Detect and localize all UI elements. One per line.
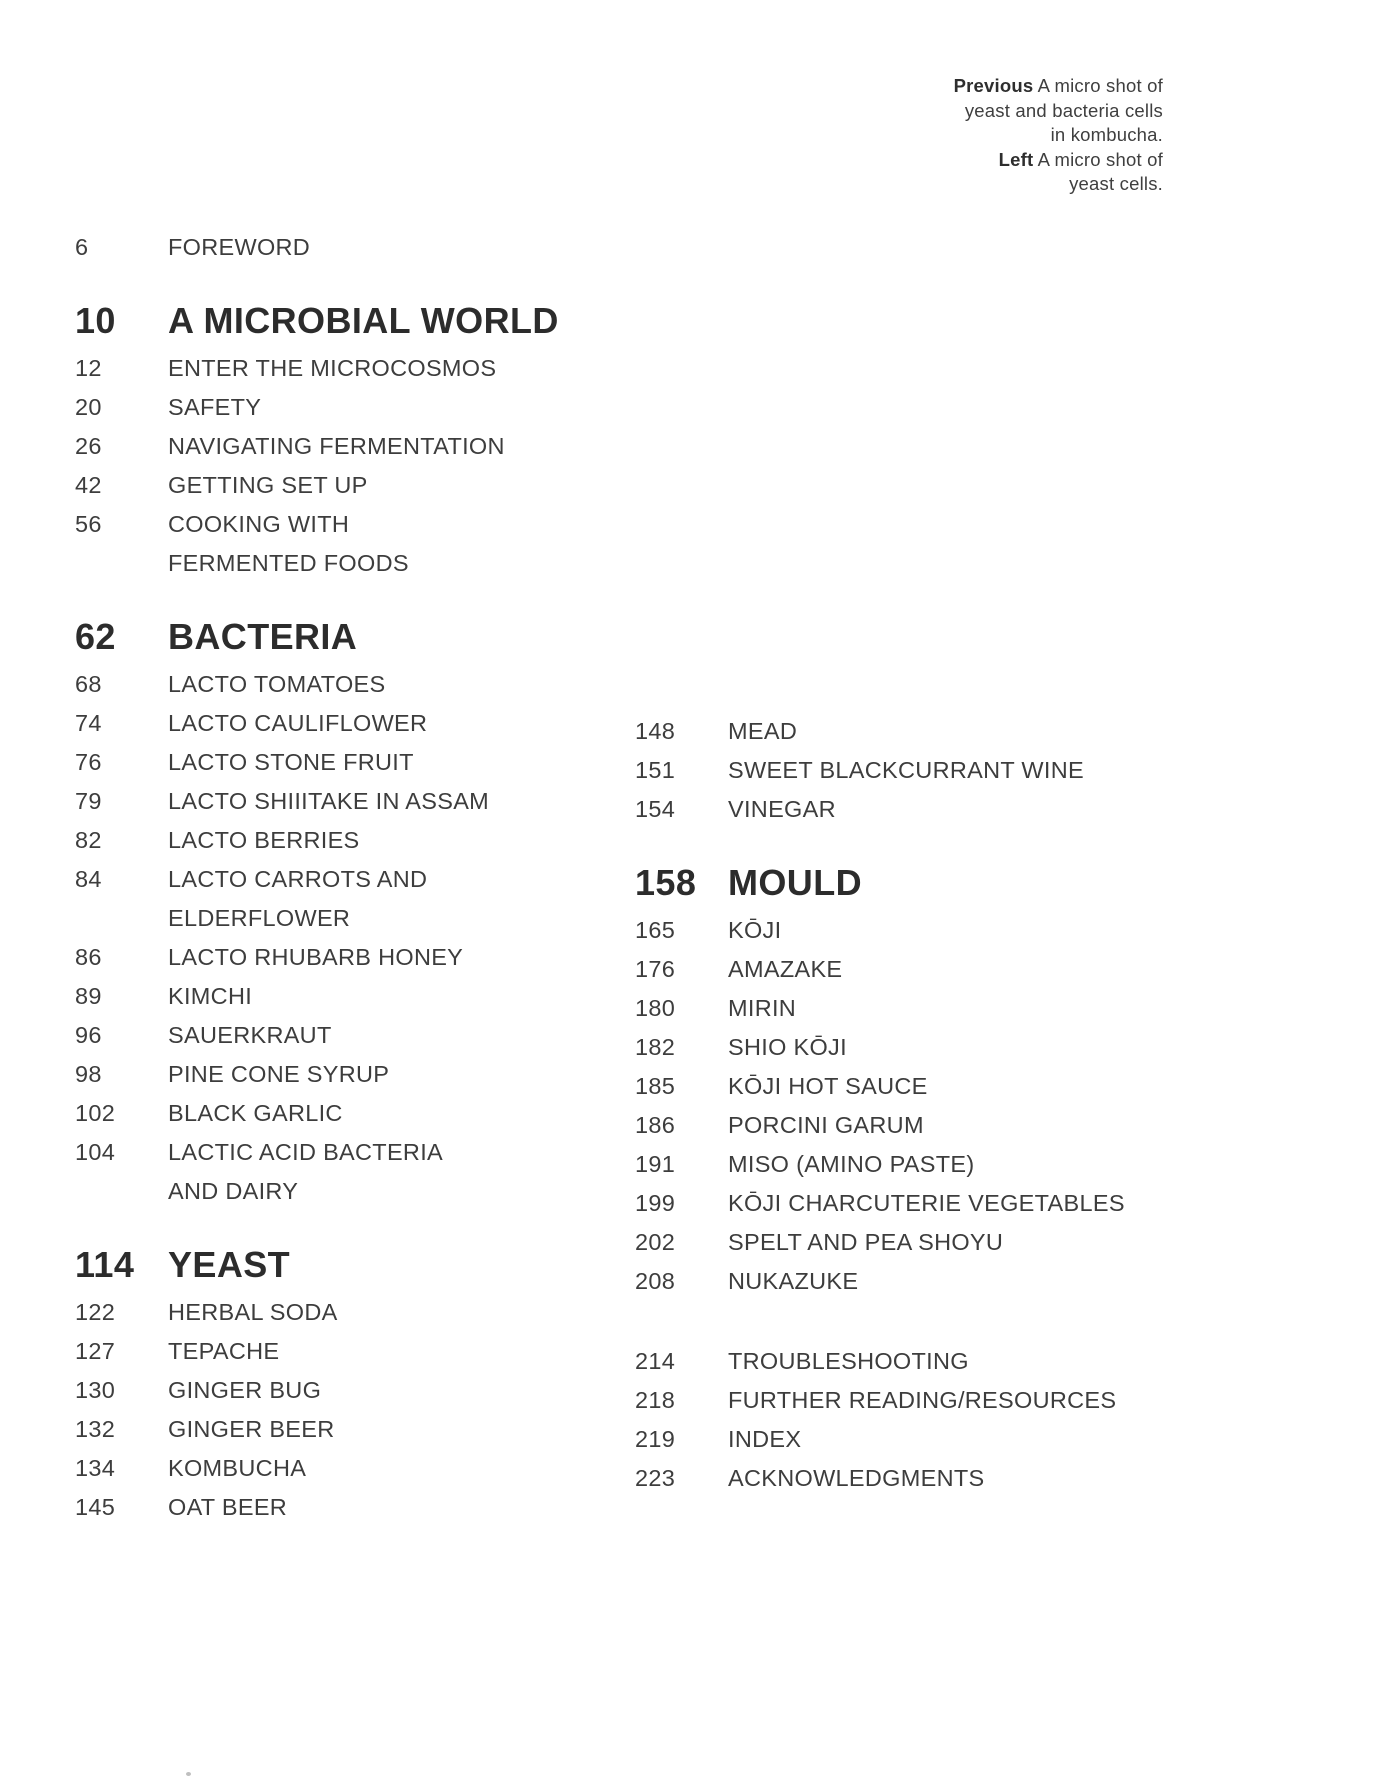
toc-title-line: MISO (AMINO PASTE) xyxy=(728,1151,975,1177)
toc-entry xyxy=(75,228,605,267)
toc-entry-title xyxy=(168,349,605,388)
toc-entry-title xyxy=(728,790,1235,829)
toc-page-number: 214 xyxy=(635,1348,676,1374)
toc-title-line: KIMCHI xyxy=(168,983,253,1009)
toc-section-heading xyxy=(75,1243,605,1287)
toc-entry-title xyxy=(168,1055,605,1094)
toc-entry-title xyxy=(728,1420,1235,1459)
toc-entry-title xyxy=(168,427,605,466)
toc-page-number: 102 xyxy=(75,1100,116,1126)
toc-title-line: PINE CONE SYRUP xyxy=(168,1061,390,1087)
toc-page-number: 104 xyxy=(75,1139,116,1165)
toc-entry-title xyxy=(168,228,605,267)
toc-section-heading xyxy=(635,861,1235,905)
toc-entry-title xyxy=(168,1371,605,1410)
caption-text: yeast cells. xyxy=(1069,173,1163,194)
toc-entry xyxy=(635,950,1235,989)
toc-entry xyxy=(635,1106,1235,1145)
toc-entry xyxy=(635,1028,1235,1067)
toc-entry-title xyxy=(728,1067,1235,1106)
toc-page-number: 26 xyxy=(75,433,102,459)
toc-title-line: ELDERFLOWER xyxy=(168,905,351,931)
toc-page-number: 6 xyxy=(75,234,89,260)
toc-entry xyxy=(75,977,605,1016)
toc-entry-title xyxy=(728,1223,1235,1262)
toc-page-number: 182 xyxy=(635,1034,676,1060)
toc-page-number: 185 xyxy=(635,1073,676,1099)
toc-entry xyxy=(75,1055,605,1094)
toc-entry xyxy=(635,1184,1235,1223)
toc-entry-title xyxy=(168,1293,605,1332)
toc-title-line: SWEET BLACKCURRANT WINE xyxy=(728,757,1084,783)
toc-entry xyxy=(75,505,605,583)
toc-entry xyxy=(635,989,1235,1028)
toc-entry xyxy=(635,1381,1235,1420)
toc-title-line: VINEGAR xyxy=(728,796,836,822)
caption-line xyxy=(954,74,1163,99)
toc-page-number: 79 xyxy=(75,788,102,814)
toc-page-number: 62 xyxy=(75,616,116,657)
toc-title-line: LACTO STONE FRUIT xyxy=(168,749,414,775)
caption-line xyxy=(954,123,1163,148)
toc-entry xyxy=(75,1488,605,1527)
toc-title-line: KOMBUCHA xyxy=(168,1455,307,1481)
toc-entry-title xyxy=(168,1449,605,1488)
toc-entry xyxy=(75,782,605,821)
toc-entry-title xyxy=(168,1410,605,1449)
toc-section-title xyxy=(168,615,605,659)
toc-entry-title xyxy=(728,1381,1235,1420)
toc-title-line: INDEX xyxy=(728,1426,802,1452)
toc-title-line: LACTO BERRIES xyxy=(168,827,360,853)
toc-entry xyxy=(75,1410,605,1449)
toc-page-number: 134 xyxy=(75,1455,116,1481)
toc-title-line: SHIO KŌJI xyxy=(728,1034,847,1060)
toc-title-line: KŌJI HOT SAUCE xyxy=(728,1073,928,1099)
toc-section-heading xyxy=(75,615,605,659)
toc-entry xyxy=(75,743,605,782)
toc-entry xyxy=(75,388,605,427)
toc-page-number: 82 xyxy=(75,827,102,853)
toc-page-number: 191 xyxy=(635,1151,676,1177)
toc-entry xyxy=(635,1223,1235,1262)
toc-page-number: 10 xyxy=(75,300,116,341)
toc-section-heading xyxy=(75,299,605,343)
toc-entry-title xyxy=(728,712,1235,751)
toc-page-number: 176 xyxy=(635,956,676,982)
toc-entry-title xyxy=(168,1016,605,1055)
toc-page-number: 130 xyxy=(75,1377,116,1403)
toc-entry-title xyxy=(728,989,1235,1028)
toc-page-number: 86 xyxy=(75,944,102,970)
toc-entry-title xyxy=(168,704,605,743)
toc-entry-title xyxy=(168,665,605,704)
toc-entry xyxy=(635,1145,1235,1184)
toc-title-line: GINGER BUG xyxy=(168,1377,322,1403)
toc-section-title xyxy=(168,1243,605,1287)
caption-label: Previous xyxy=(953,75,1034,96)
toc-page-number: 96 xyxy=(75,1022,102,1048)
toc-title-line: MOULD xyxy=(728,862,862,903)
toc-entry-title xyxy=(168,1094,605,1133)
toc-entry xyxy=(75,427,605,466)
toc-title-line: LACTO SHIIITAKE IN ASSAM xyxy=(168,788,490,814)
toc-page-number: 114 xyxy=(75,1244,135,1285)
caption-text: in kombucha. xyxy=(1050,124,1163,145)
toc-entry-title xyxy=(168,1488,605,1527)
toc-page-number: 186 xyxy=(635,1112,676,1138)
toc-page-number: 127 xyxy=(75,1338,116,1364)
toc-entry-title xyxy=(168,821,605,860)
toc-entry xyxy=(75,466,605,505)
toc-page-number: 154 xyxy=(635,796,676,822)
toc-entry xyxy=(635,751,1235,790)
toc-title-line: BLACK GARLIC xyxy=(168,1100,343,1126)
toc-entry xyxy=(635,1342,1235,1381)
toc-title-line: NAVIGATING FERMENTATION xyxy=(168,433,505,459)
toc-entry-title xyxy=(168,743,605,782)
toc-column-right xyxy=(635,712,1235,1498)
toc-entry xyxy=(635,790,1235,829)
toc-title-line: NUKAZUKE xyxy=(728,1268,859,1294)
toc-entry xyxy=(635,712,1235,751)
toc-entry-title xyxy=(728,1145,1235,1184)
toc-page-number: 20 xyxy=(75,394,102,420)
toc-title-line: KŌJI xyxy=(728,917,782,943)
toc-page-number: 56 xyxy=(75,511,102,537)
toc-entry-title xyxy=(168,1332,605,1371)
toc-entry-title xyxy=(728,1028,1235,1067)
toc-title-line: BACTERIA xyxy=(168,616,358,657)
toc-title-line: TROUBLESHOOTING xyxy=(728,1348,969,1374)
toc-title-line: TEPACHE xyxy=(168,1338,280,1364)
toc-column-left xyxy=(75,228,605,1527)
toc-title-line: MIRIN xyxy=(728,995,797,1021)
toc-section-title xyxy=(728,861,1235,905)
toc-title-line: PORCINI GARUM xyxy=(728,1112,924,1138)
toc-title-line: MEAD xyxy=(728,718,798,744)
toc-page-number: 165 xyxy=(635,917,676,943)
toc-entry-title xyxy=(168,782,605,821)
toc-page-number: 219 xyxy=(635,1426,676,1452)
toc-page-number: 84 xyxy=(75,866,102,892)
toc-page-number: 202 xyxy=(635,1229,676,1255)
toc-title-line: A MICROBIAL WORLD xyxy=(168,300,559,341)
toc-entry-title xyxy=(728,1106,1235,1145)
toc-entry-title xyxy=(168,466,605,505)
toc-page-number: 76 xyxy=(75,749,102,775)
toc-title-line: SPELT AND PEA SHOYU xyxy=(728,1229,1004,1255)
toc-entry-title xyxy=(728,911,1235,950)
toc-entry xyxy=(75,938,605,977)
toc-entry-title xyxy=(168,505,605,583)
toc-title-line: ENTER THE MICROCOSMOS xyxy=(168,355,497,381)
toc-title-line: GETTING SET UP xyxy=(168,472,368,498)
caption-text: A micro shot of xyxy=(1033,75,1163,96)
toc-page-number: 68 xyxy=(75,671,102,697)
scan-speck xyxy=(186,1772,191,1776)
toc-page-number: 180 xyxy=(635,995,676,1021)
caption-line xyxy=(954,148,1163,173)
toc-page-number: 74 xyxy=(75,710,102,736)
toc-title-line: LACTO RHUBARB HONEY xyxy=(168,944,464,970)
photo-caption xyxy=(954,74,1163,197)
toc-entry-title xyxy=(168,977,605,1016)
toc-title-line: LACTO CARROTS AND xyxy=(168,866,428,892)
toc-entry-title xyxy=(168,860,605,938)
caption-label: Left xyxy=(998,148,1034,170)
toc-title-line: FOREWORD xyxy=(168,234,311,260)
toc-page-number: 151 xyxy=(635,757,676,783)
toc-entry xyxy=(75,1133,605,1211)
toc-title-line: GINGER BEER xyxy=(168,1416,335,1442)
toc-entry-title xyxy=(728,950,1235,989)
toc-title-line: AND DAIRY xyxy=(168,1178,299,1204)
toc-entry xyxy=(75,1449,605,1488)
toc-page-number: 98 xyxy=(75,1061,102,1087)
toc-entry xyxy=(635,1262,1235,1301)
toc-entry xyxy=(75,821,605,860)
toc-page-number: 223 xyxy=(635,1465,676,1491)
toc-title-line: HERBAL SODA xyxy=(168,1299,338,1325)
toc-entry-title xyxy=(728,1459,1235,1498)
caption-line xyxy=(954,172,1163,197)
toc-page-number: 42 xyxy=(75,472,102,498)
toc-title-line: FURTHER READING/RESOURCES xyxy=(728,1387,1117,1413)
toc-entry xyxy=(75,349,605,388)
toc-page-number: 89 xyxy=(75,983,102,1009)
toc-title-line: SAFETY xyxy=(168,394,262,420)
caption-text: A micro shot of xyxy=(1033,148,1163,170)
toc-title-line: AMAZAKE xyxy=(728,956,843,982)
toc-title-line: ACKNOWLEDGMENTS xyxy=(728,1465,985,1491)
toc-page-number: 12 xyxy=(75,355,102,381)
toc-title-line: YEAST xyxy=(168,1244,291,1285)
toc-title-line: OAT BEER xyxy=(168,1494,288,1520)
caption-line xyxy=(954,99,1163,124)
toc-entry-title xyxy=(168,1133,605,1211)
toc-entry-title xyxy=(728,1262,1235,1301)
toc-page-number: 199 xyxy=(635,1190,676,1216)
toc-title-line: SAUERKRAUT xyxy=(168,1022,332,1048)
toc-entry xyxy=(75,1016,605,1055)
toc-entry xyxy=(635,911,1235,950)
toc-entry xyxy=(75,1371,605,1410)
toc-section-title xyxy=(168,299,605,343)
toc-entry xyxy=(75,1094,605,1133)
toc-entry xyxy=(75,665,605,704)
toc-page-number: 145 xyxy=(75,1494,116,1520)
toc-title-line: FERMENTED FOODS xyxy=(168,550,409,576)
toc-page-number: 132 xyxy=(75,1416,116,1442)
toc-title-line: LACTIC ACID BACTERIA xyxy=(168,1139,443,1165)
toc-entry xyxy=(75,1332,605,1371)
toc-entry xyxy=(635,1420,1235,1459)
toc-page-number: 208 xyxy=(635,1268,676,1294)
toc-entry xyxy=(75,860,605,938)
toc-entry-title xyxy=(728,1342,1235,1381)
toc-title-line: COOKING WITH xyxy=(168,511,350,537)
toc-page-number: 148 xyxy=(635,718,676,744)
toc-entry-title xyxy=(168,388,605,427)
toc-entry-title xyxy=(728,1184,1235,1223)
toc-entry xyxy=(75,704,605,743)
toc-page-number: 122 xyxy=(75,1299,116,1325)
toc-page-number: 158 xyxy=(635,862,697,903)
toc-title-line: KŌJI CHARCUTERIE VEGETABLES xyxy=(728,1190,1125,1216)
toc-page-number: 218 xyxy=(635,1387,676,1413)
toc-entry-title xyxy=(728,751,1235,790)
toc-title-line: LACTO CAULIFLOWER xyxy=(168,710,428,736)
caption-text: yeast and bacteria cells xyxy=(964,99,1163,121)
toc-entry xyxy=(75,1293,605,1332)
toc-entry xyxy=(635,1459,1235,1498)
toc-title-line: LACTO TOMATOES xyxy=(168,671,386,697)
toc-entry xyxy=(635,1067,1235,1106)
toc-entry-title xyxy=(168,938,605,977)
